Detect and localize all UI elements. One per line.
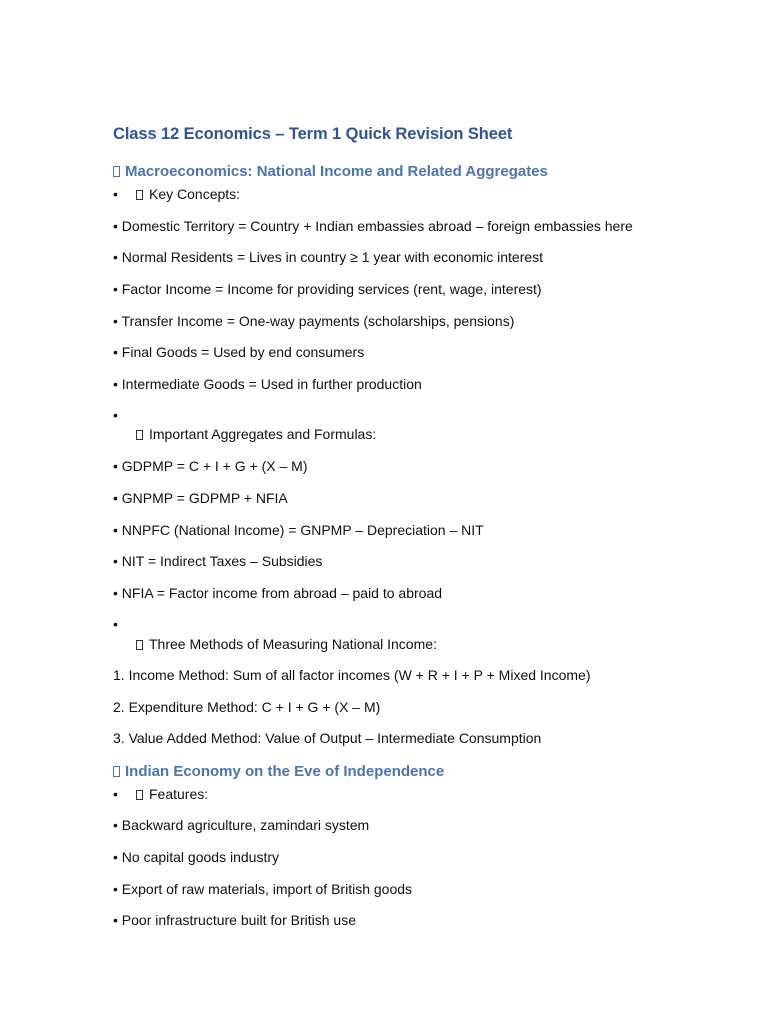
list-item: 1. Income Method: Sum of all factor incomes (W + R + I + P + Mixed Income) bbox=[113, 667, 591, 683]
list-item: • Factor Income = Income for providing services (rent, wage, interest) bbox=[113, 281, 542, 297]
page-title: Class 12 Economics – Term 1 Quick Revision Sheet bbox=[113, 125, 513, 143]
methods-label: Three Methods of Measuring National Income: bbox=[136, 635, 437, 653]
missing-glyph-icon bbox=[113, 166, 120, 177]
list-item: • NNPFC (National Income) = GNPMP – Depreciation – NIT bbox=[113, 522, 484, 538]
bullet-marker: • bbox=[113, 786, 118, 802]
list-item: • Final Goods = Used by end consumers bbox=[113, 344, 365, 360]
missing-glyph-icon bbox=[136, 790, 143, 800]
section-heading-indian-economy bbox=[113, 763, 444, 780]
missing-glyph-icon bbox=[113, 766, 120, 777]
list-item: • Intermediate Goods = Used in further production bbox=[113, 376, 422, 392]
missing-glyph-icon bbox=[136, 430, 143, 440]
list-item: • NIT = Indirect Taxes – Subsidies bbox=[113, 553, 323, 569]
bullet-marker: • bbox=[113, 407, 118, 423]
list-item: • Backward agriculture, zamindari system bbox=[113, 817, 370, 833]
list-item: • No capital goods industry bbox=[113, 849, 279, 865]
missing-glyph-icon bbox=[136, 190, 143, 200]
section-heading-macroeconomics bbox=[113, 163, 548, 180]
key-concepts-label: Key Concepts: bbox=[136, 185, 240, 203]
list-item: • Transfer Income = One-way payments (scholarships, pensions) bbox=[113, 313, 515, 329]
features-label: Features: bbox=[136, 785, 208, 803]
list-item: • NFIA = Factor income from abroad – paid to abroad bbox=[113, 585, 443, 601]
missing-glyph-icon bbox=[136, 640, 143, 650]
section-heading-text: Indian Economy on the Eve of Independence bbox=[125, 763, 445, 780]
list-item: • Domestic Territory = Country + Indian embassies abroad – foreign embassies here bbox=[113, 218, 633, 234]
section-heading-text: Macroeconomics: National Income and Related Aggregates bbox=[125, 163, 548, 180]
list-item: • GNPMP = GDPMP + NFIA bbox=[113, 490, 288, 506]
bullet-marker: • bbox=[113, 616, 118, 632]
list-item: • Poor infrastructure built for British use bbox=[113, 912, 356, 928]
list-item: 3. Value Added Method: Value of Output – Intermediate Consumption bbox=[113, 730, 542, 746]
list-item: • Normal Residents = Lives in country ≥ 1 year with economic interest bbox=[113, 249, 544, 265]
list-item: • GDPMP = C + I + G + (X – M) bbox=[113, 458, 308, 474]
bullet-marker: • bbox=[113, 186, 118, 202]
aggregates-label: Important Aggregates and Formulas: bbox=[136, 425, 376, 443]
list-item: 2. Expenditure Method: C + I + G + (X – M) bbox=[113, 699, 381, 715]
list-item: • Export of raw materials, import of British goods bbox=[113, 881, 413, 897]
